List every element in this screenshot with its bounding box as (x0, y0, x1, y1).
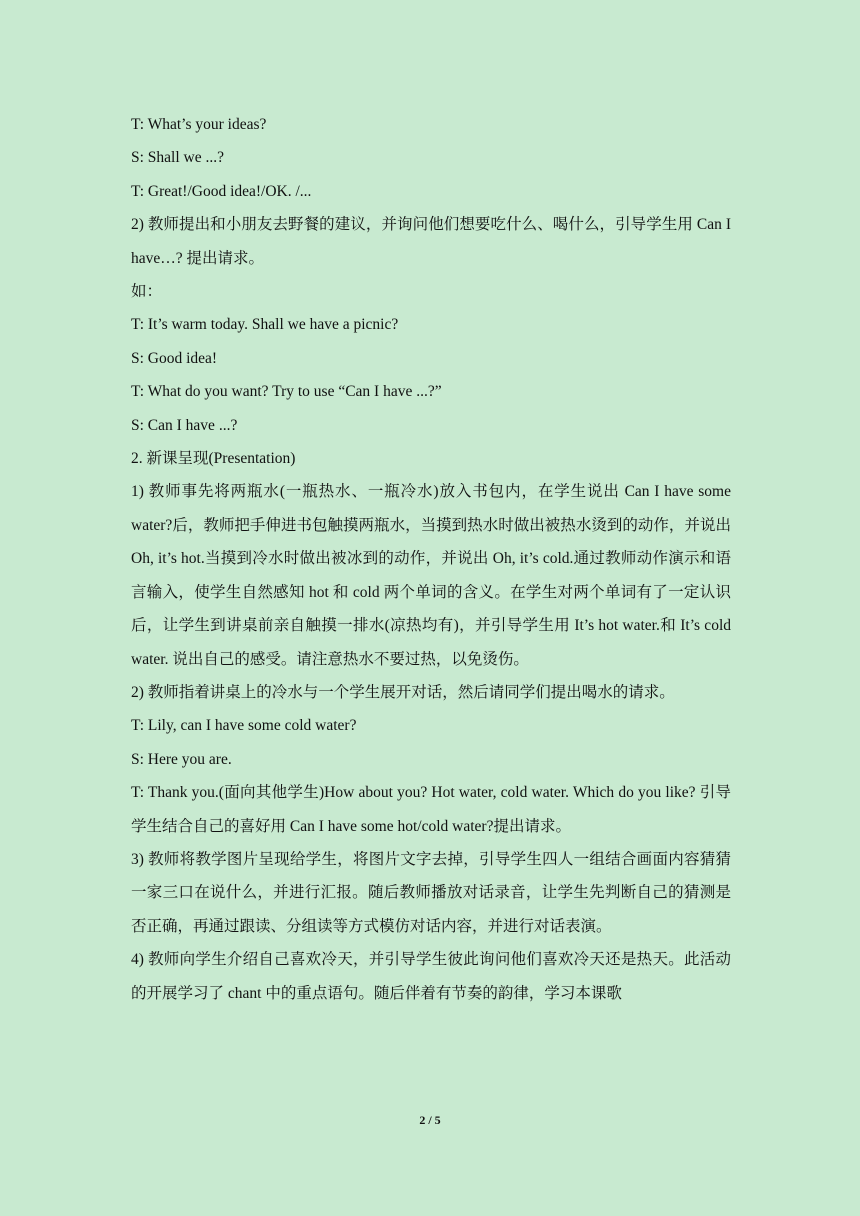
dialog-line: S: Can I have ...? (131, 416, 238, 434)
dialog-line: T: What’s your ideas? (131, 116, 267, 133)
paragraph-step-2: 2) 教师指着讲桌上的冷水与一个学生展开对话，然后请同学们提出喝水的请求。 (131, 683, 675, 701)
dialog-line: S: Shall we ...? (131, 149, 224, 167)
dialog-line: T: It’s warm today. Shall we have a picnic? (131, 316, 399, 334)
paragraph-step-2-continued: T: Thank you.(面向其他学生)How about you? Hot water, cold water. Which do you like? 引导学生结合自己的喜好用 Can I have some hot/cold water?提出请求。 (131, 784, 731, 835)
dialog-line: S: Here you are. (131, 750, 232, 768)
dialog-line: T: Great!/Good idea!/OK. /... (131, 182, 312, 200)
section-heading: 2. 新课呈现(Presentation) (131, 450, 296, 468)
paragraph-step-1: 1) 教师事先将两瓶水(一瓶热水、一瓶冷水)放入书包内，在学生说出 Can I have some water?后，教师把手伸进书包触摸两瓶水，当摸到热水时做出被热水烫到的动作，并说出 Oh, it’s hot.当摸到冷水时做出被冰到的动作，并说出 Oh, it’s cold.通过教师动作演示和语言输入，使学生自然感知 hot 和 cold 两个单词的含义。在学生对两个单词有了一定认识后，让学生到讲桌前亲自触摸一排水(凉热均有)，并引导学生用 It’s hot water.和 It’s cold water. 说出自己的感受。请注意热水不要过热，以免烫伤。 (131, 483, 731, 668)
dialog-line: T: Lily, can I have some cold water? (131, 717, 357, 735)
paragraph-picnic: 2) 教师提出和小朋友去野餐的建议，并询问他们想要吃什么、喝什么，引导学生用 Can I have…? 提出请求。 (131, 216, 731, 267)
paragraph-step-4: 4) 教师向学生介绍自己喜欢冷天，并引导学生彼此询问他们喜欢冷天还是热天。此活动的开展学习了 chant 中的重点语句。随后伴着有节奏的韵律，学习本课歌 (131, 951, 731, 1002)
page-number: 2 / 5 (419, 1113, 441, 1127)
dialog-line: S: Good idea! (131, 349, 218, 367)
example-label: 如： (131, 283, 163, 301)
paragraph-step-3: 3) 教师将教学图片呈现给学生，将图片文字去掉，引导学生四人一组结合画面内容猜猜一家三口在说什么，并进行汇报。随后教师播放对话录音，让学生先判断自己的猜测是否正确，再通过跟读、分组读等方式模仿对话内容，并进行对话表演。 (131, 850, 731, 935)
document-body (131, 108, 731, 1010)
dialog-line: T: What do you want? Try to use “Can I have ...?” (131, 383, 442, 401)
